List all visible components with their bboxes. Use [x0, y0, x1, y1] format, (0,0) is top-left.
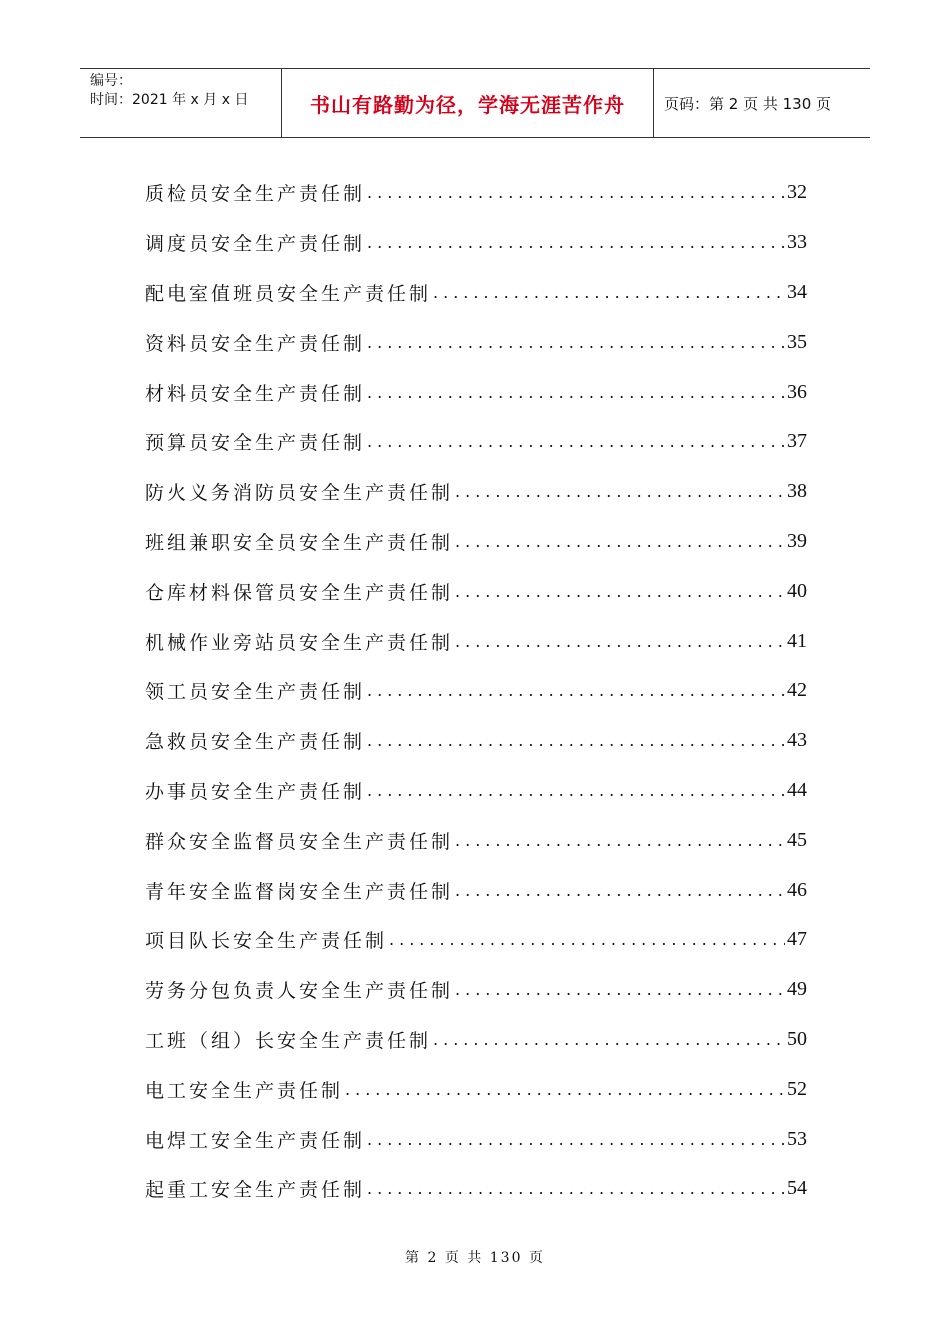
toc-leader-dots: [367, 1130, 785, 1149]
page-header: [80, 68, 870, 138]
toc-leader-dots: [367, 183, 785, 202]
toc-entry-title: 急救员安全生产责任制: [145, 731, 366, 754]
toc-entry[interactable]: [145, 965, 807, 1015]
toc-leader-dots: [367, 681, 785, 700]
toc-entry[interactable]: [145, 517, 807, 567]
header-page-info: 页码：第 2 页 共 130 页: [664, 94, 832, 113]
toc-entry-page: 34: [787, 280, 807, 303]
toc-entry-title: 劳务分包负责人安全生产责任制: [145, 980, 454, 1003]
toc-entry-title: 电焊工安全生产责任制: [145, 1129, 366, 1152]
header-page-cell: [654, 69, 870, 137]
header-meta: [80, 69, 282, 137]
toc-entry-page: 54: [787, 1177, 807, 1200]
toc-entry-title: 电工安全生产责任制: [145, 1079, 344, 1102]
toc-leader-dots: [367, 383, 785, 402]
toc-leader-dots: [455, 980, 785, 999]
toc-leader-dots: [455, 582, 785, 601]
header-motto-cell: [282, 69, 654, 137]
toc-entry[interactable]: [145, 268, 807, 318]
toc-leader-dots: [433, 283, 785, 302]
toc-leader-dots: [455, 632, 785, 651]
toc-leader-dots: [367, 731, 785, 750]
toc-entry-page: 46: [787, 878, 807, 901]
toc-leader-dots: [367, 333, 785, 352]
toc-entry-page: 49: [787, 978, 807, 1001]
toc-entry-title: 青年安全监督岗安全生产责任制: [145, 880, 454, 903]
toc-entry[interactable]: [145, 666, 807, 716]
toc-entry-page: 43: [787, 729, 807, 752]
toc-entry[interactable]: [145, 1114, 807, 1164]
toc-entry-page: 44: [787, 778, 807, 801]
toc-leader-dots: [367, 432, 785, 451]
toc-entry-title: 项目队长安全生产责任制: [145, 930, 388, 953]
toc-entry[interactable]: [145, 367, 807, 417]
toc-entry-page: 39: [787, 529, 807, 552]
toc-entry-title: 资料员安全生产责任制: [145, 332, 366, 355]
toc-leader-dots: [389, 930, 785, 949]
toc-entry[interactable]: [145, 1015, 807, 1065]
toc-entry-title: 机械作业旁站员安全生产责任制: [145, 631, 454, 654]
toc-entry-page: 32: [787, 181, 807, 204]
toc-entry-page: 37: [787, 430, 807, 453]
toc-entry-page: 42: [787, 679, 807, 702]
toc-entry-title: 群众安全监督员安全生产责任制: [145, 830, 454, 853]
toc-entry-page: 33: [787, 231, 807, 254]
toc-entry[interactable]: [145, 766, 807, 816]
toc-entry-title: 工班（组）长安全生产责任制: [145, 1029, 432, 1052]
toc-entry[interactable]: [145, 915, 807, 965]
toc-entry[interactable]: [145, 317, 807, 367]
toc-entry[interactable]: [145, 417, 807, 467]
toc-leader-dots: [433, 1030, 785, 1049]
toc-entry-page: 53: [787, 1127, 807, 1150]
toc-leader-dots: [455, 482, 785, 501]
toc-entry[interactable]: [145, 865, 807, 915]
toc-leader-dots: [367, 1179, 785, 1198]
toc-entry-page: 52: [787, 1077, 807, 1100]
toc-leader-dots: [455, 831, 785, 850]
toc-entry-title: 班组兼职安全员安全生产责任制: [145, 531, 454, 554]
toc-entry-page: 35: [787, 330, 807, 353]
toc-entry[interactable]: [145, 1164, 807, 1214]
toc-entry-title: 材料员安全生产责任制: [145, 382, 366, 405]
toc-entry-title: 起重工安全生产责任制: [145, 1179, 366, 1202]
toc-entry[interactable]: [145, 716, 807, 766]
toc-entry-page: 50: [787, 1027, 807, 1050]
toc-entry-title: 领工员安全生产责任制: [145, 681, 366, 704]
toc-leader-dots: [367, 233, 785, 252]
toc-entry-title: 配电室值班员安全生产责任制: [145, 282, 432, 305]
toc-entry[interactable]: [145, 566, 807, 616]
toc-leader-dots: [455, 881, 785, 900]
toc-entry-page: 45: [787, 828, 807, 851]
toc-entry-page: 41: [787, 629, 807, 652]
toc-entry-title: 预算员安全生产责任制: [145, 432, 366, 455]
document-date: 时间：2021 年 x 月 x 日: [90, 92, 249, 108]
toc-leader-dots: [345, 1080, 785, 1099]
toc-entry[interactable]: [145, 1064, 807, 1114]
toc-entry[interactable]: [145, 168, 807, 218]
toc-entry-page: 47: [787, 928, 807, 951]
toc-entry[interactable]: [145, 467, 807, 517]
toc-entry-title: 防火义务消防员安全生产责任制: [145, 482, 454, 505]
toc-entry[interactable]: [145, 616, 807, 666]
toc-entry[interactable]: [145, 218, 807, 268]
toc-leader-dots: [367, 781, 785, 800]
document-number-label: 编号：: [90, 73, 132, 89]
toc-entry[interactable]: [145, 815, 807, 865]
toc-entry-title: 调度员安全生产责任制: [145, 233, 366, 256]
toc-entry-title: 办事员安全生产责任制: [145, 780, 366, 803]
table-of-contents: [145, 168, 807, 1214]
toc-leader-dots: [455, 532, 785, 551]
page-footer: 第 2 页 共 130 页: [405, 1250, 545, 1266]
toc-entry-page: 36: [787, 380, 807, 403]
header-motto: 书山有路勤为径，学海无涯苦作舟: [310, 92, 625, 117]
toc-entry-title: 仓库材料保管员安全生产责任制: [145, 581, 454, 604]
toc-entry-title: 质检员安全生产责任制: [145, 183, 366, 206]
toc-entry-page: 38: [787, 480, 807, 503]
toc-entry-page: 40: [787, 579, 807, 602]
